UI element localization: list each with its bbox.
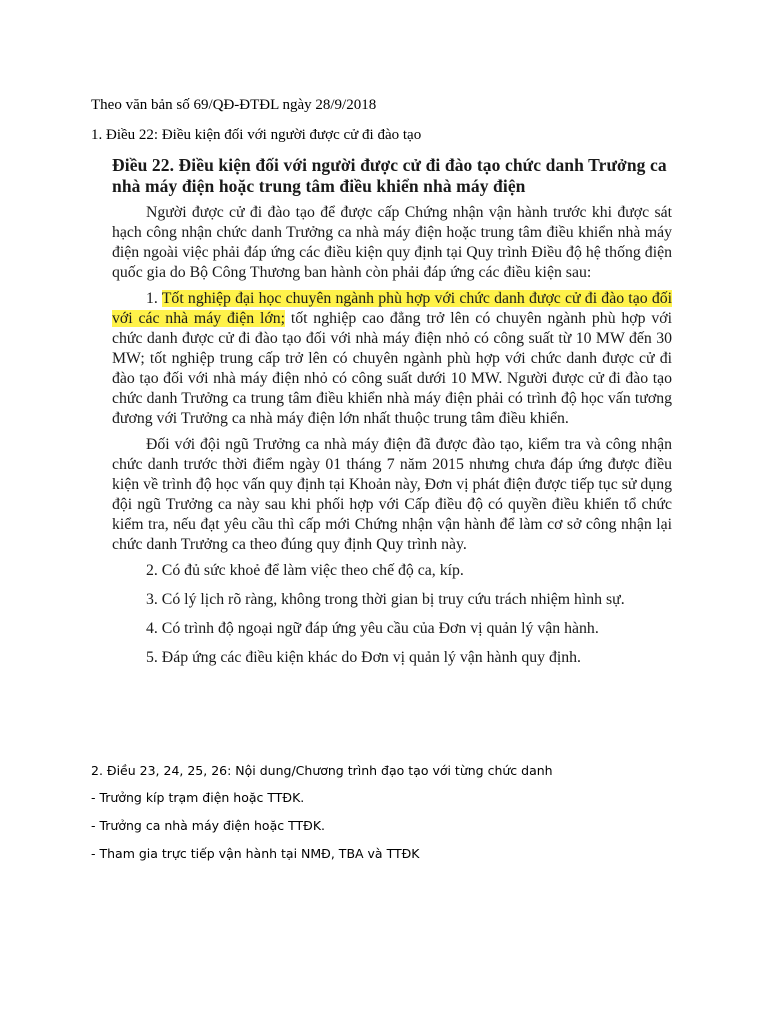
item-2-heading: 2. Điều 23, 24, 25, 26: Nội dung/Chương trình đạo tạo với từng chức danh <box>91 763 553 778</box>
scanned-article-excerpt <box>112 155 672 677</box>
list-item: - Trưởng ca nhà máy điện hoặc TTĐK. <box>91 818 325 833</box>
condition-4: 4. Có trình độ ngoại ngữ đáp ứng yêu cầu của Đơn vị quản lý vận hành. <box>146 620 599 637</box>
article-intro: Người được cử đi đào tạo để được cấp Chứng nhận vận hành trước khi được sát hạch công nhận chức danh Trưởng ca nhà máy điện hoặc trung tâm điều khiển nhà máy điện ngoài việc phải đáp ứng các điều kiện quy định tại Quy trình Điều độ hệ thống điện quốc gia do Bộ Công Thương ban hành còn phải đáp ứng các điều kiện sau: <box>112 204 672 281</box>
condition-5: 5. Đáp ứng các điều kiện khác do Đơn vị quản lý vận hành quy định. <box>146 649 581 666</box>
condition-3: 3. Có lý lịch rõ ràng, không trong thời gian bị truy cứu trách nhiệm hình sự. <box>146 591 625 608</box>
condition-1-rest: tốt nghiệp cao đẳng trở lên có chuyên ngành phù hợp với chức danh được cử đi đào tạo đối với nhà máy điện nhỏ có công suất từ 10 MW đến 30 MW; tốt nghiệp trung cấp trở lên có chuyên ngành phù hợp với chức danh được cử đi đào tạo đối với nhà máy điện nhỏ có công suất dưới 10 MW. Người được cử đi đào tạo chức danh Trưởng ca trung tâm điều khiển nhà máy điện phải có trình độ học vấn tương đương với Trưởng ca nhà máy điện lớn nhất thuộc trung tâm điều khiển. <box>112 310 673 427</box>
transition-paragraph: Đối với đội ngũ Trưởng ca nhà máy điện đã được đào tạo, kiểm tra và công nhận chức danh trước thời điểm ngày 01 tháng 7 năm 2015 nhưng chưa đáp ứng được điều kiện về trình độ học vấn quy định tại Khoản này, Đơn vị phát điện được tiếp tục sử dụng đội ngũ Trưởng ca này sau khi phối hợp với Cấp điều độ có quyền điều khiển tổ chức kiểm tra, nếu đạt yêu cầu thì cấp mới Chứng nhận vận hành để làm cơ sở công nhận lại chức danh Trưởng ca theo đúng quy định Quy trình này. <box>112 436 672 553</box>
item-1-heading: 1. Điều 22: Điều kiện đối với người được cử đi đào tạo <box>91 127 422 143</box>
list-item: - Trưởng kíp trạm điện hoặc TTĐK. <box>91 790 305 805</box>
article-title: Điều 22. Điều kiện đối với người được cử đi đào tạo chức danh Trưởng ca nhà máy điện hoặc trung tâm điều khiển nhà máy điện <box>112 155 667 196</box>
reference-line: Theo văn bản số 69/QĐ-ĐTĐL ngày 28/9/2018 <box>91 97 377 113</box>
condition-1-number: 1. <box>146 290 162 307</box>
condition-1 <box>112 289 672 429</box>
list-item: - Tham gia trực tiếp vận hành tại NMĐ, TBA và TTĐK <box>91 846 420 861</box>
highlighted-text: Tốt nghiệp đại học chuyên ngành phù hợp với chức danh được cử đi đào tạo đối với các nhà máy điện lớn; <box>112 290 673 327</box>
condition-2: 2. Có đủ sức khoẻ để làm việc theo chế độ ca, kíp. <box>146 562 464 579</box>
